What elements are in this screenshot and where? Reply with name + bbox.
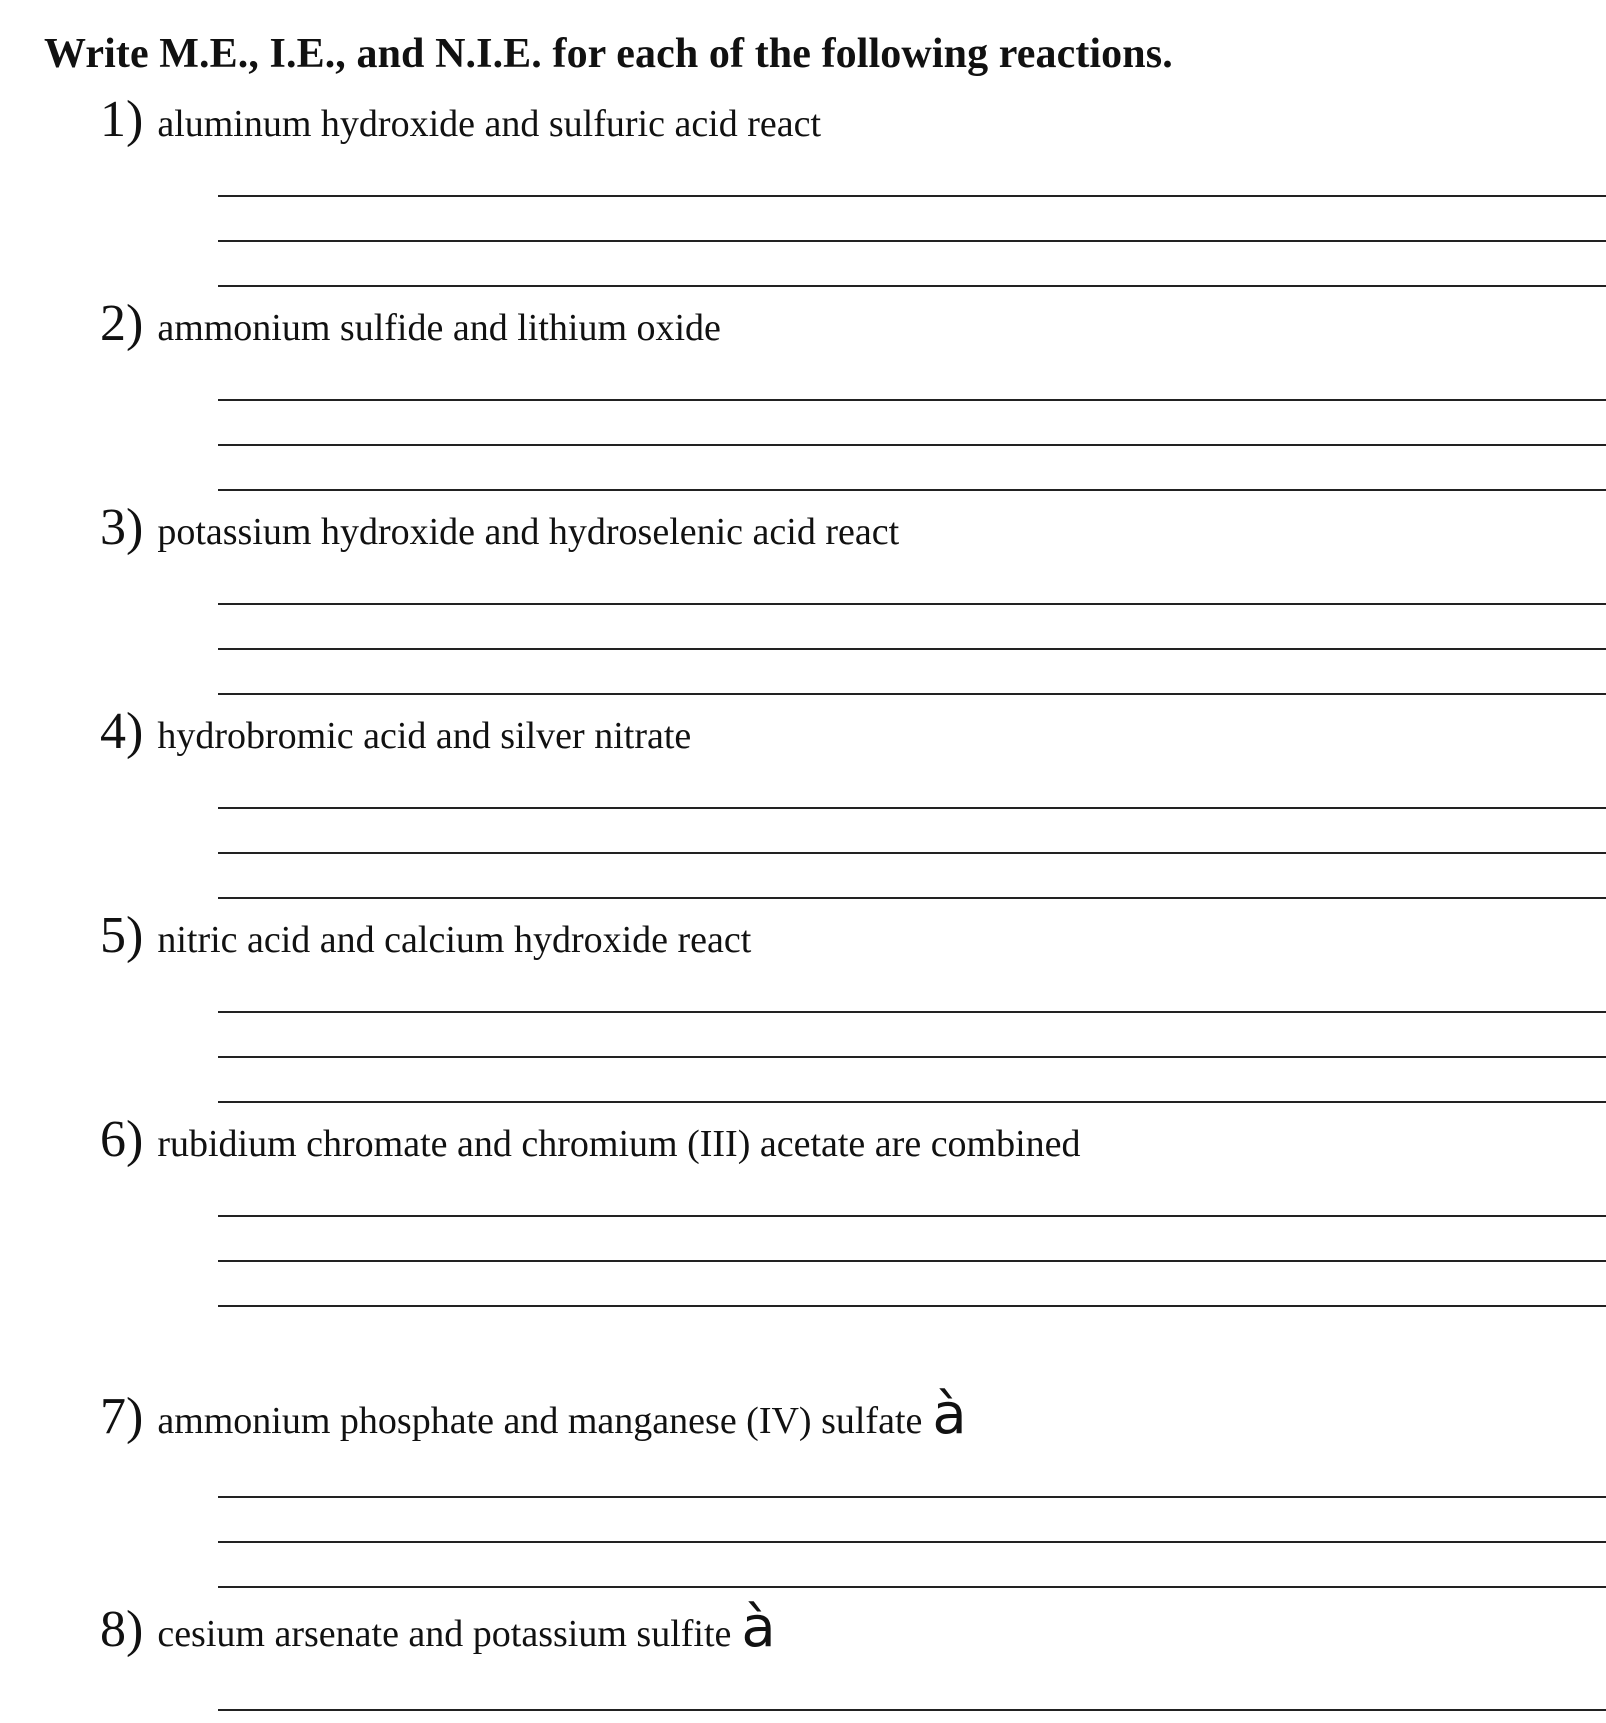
answer-line[interactable]: [218, 1586, 1606, 1588]
answer-line[interactable]: [218, 399, 1606, 401]
answer-line[interactable]: [218, 444, 1606, 446]
question-7: [100, 1382, 967, 1447]
question-2: [100, 294, 721, 353]
answer-line[interactable]: [218, 1305, 1606, 1307]
question-1: [100, 90, 821, 149]
answer-line[interactable]: [218, 1541, 1606, 1543]
question-number: 8): [100, 1601, 144, 1658]
question-5: [100, 906, 751, 965]
question-number: 5): [100, 907, 144, 964]
question-3: [100, 498, 899, 557]
question-number: 7): [100, 1388, 144, 1445]
question-number: 6): [100, 1111, 144, 1168]
answer-line[interactable]: [218, 603, 1606, 605]
question-text: nitric acid and calcium hydroxide react: [157, 919, 752, 961]
question-number: 3): [100, 499, 144, 556]
answer-line[interactable]: [218, 285, 1606, 287]
answer-line[interactable]: [218, 240, 1606, 242]
answer-line[interactable]: [218, 489, 1606, 491]
question-number: 4): [100, 703, 144, 760]
answer-line[interactable]: [218, 693, 1606, 695]
arrow-glyph-icon: à: [932, 1382, 967, 1447]
question-8: [100, 1595, 776, 1660]
answer-line[interactable]: [218, 648, 1606, 650]
answer-line[interactable]: [218, 852, 1606, 854]
question-text: ammonium sulfide and lithium oxide: [157, 307, 721, 349]
answer-line[interactable]: [218, 1260, 1606, 1262]
question-text: potassium hydroxide and hydroselenic acid react: [157, 511, 900, 553]
question-number: 1): [100, 91, 144, 148]
question-text: aluminum hydroxide and sulfuric acid react: [157, 103, 822, 145]
answer-line[interactable]: [218, 1056, 1606, 1058]
answer-line[interactable]: [218, 897, 1606, 899]
answer-line[interactable]: [218, 1011, 1606, 1013]
answer-line[interactable]: [218, 195, 1606, 197]
question-text: hydrobromic acid and silver nitrate: [157, 715, 692, 757]
answer-line[interactable]: [218, 1709, 1606, 1711]
answer-line[interactable]: [218, 1496, 1606, 1498]
answer-line[interactable]: [218, 807, 1606, 809]
answer-line[interactable]: [218, 1215, 1606, 1217]
answer-line[interactable]: [218, 1101, 1606, 1103]
question-text: rubidium chromate and chromium (III) acetate are combined: [157, 1123, 1081, 1165]
arrow-glyph-icon: à: [741, 1595, 776, 1660]
question-text: ammonium phosphate and manganese (IV) sulfate: [157, 1400, 923, 1442]
question-4: [100, 702, 691, 761]
question-text: cesium arsenate and potassium sulfite: [157, 1613, 732, 1655]
question-number: 2): [100, 295, 144, 352]
worksheet-title: Write M.E., I.E., and N.I.E. for each of the following reactions.: [44, 31, 1173, 77]
question-6: [100, 1110, 1081, 1169]
